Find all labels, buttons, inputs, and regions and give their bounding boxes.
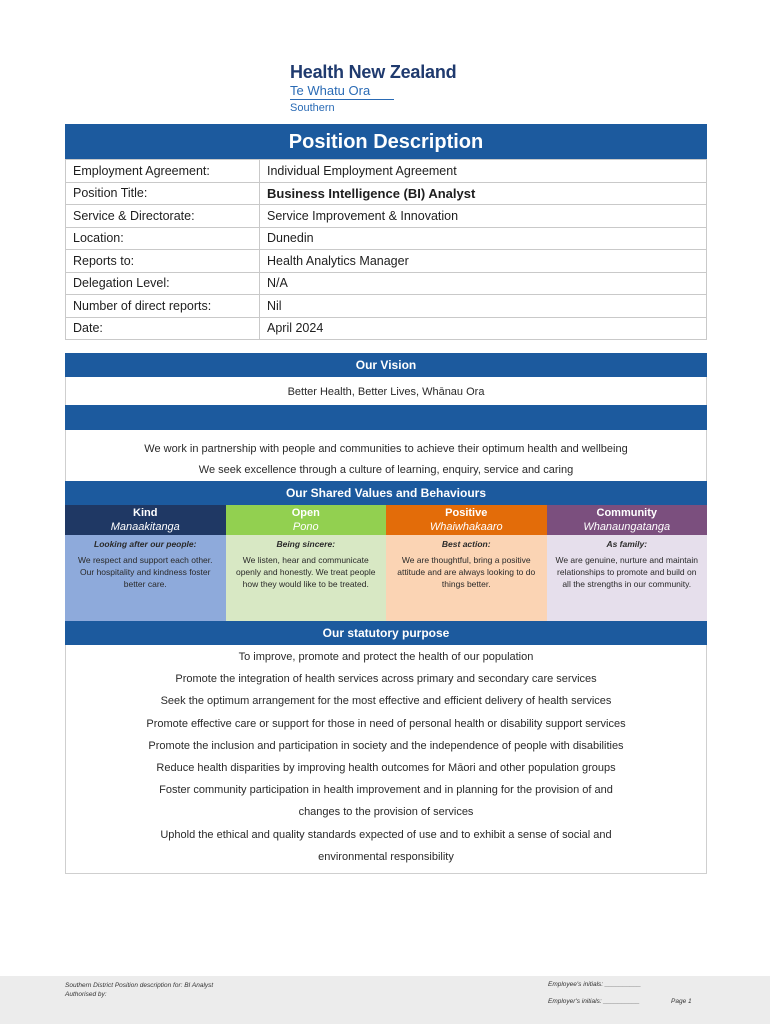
row-value: Individual Employment Agreement — [260, 160, 707, 183]
purpose-line: Promote the inclusion and participation in society and the independence of people with disabilities — [148, 739, 624, 752]
logo-maori-name: Te Whatu Ora — [290, 83, 394, 100]
footer-employer-initials: Employer's initials: __________ — [548, 998, 640, 1005]
purpose-line: Reduce health disparities by improving health outcomes for Māori and other population groups — [156, 762, 616, 775]
purpose-line: Foster community participation in health improvement and in planning for the provision of and — [159, 784, 613, 797]
value-body — [386, 535, 547, 621]
value-community — [547, 505, 708, 621]
logo — [290, 62, 456, 115]
values-heading: Our Shared Values and Behaviours — [65, 481, 707, 505]
table-row — [66, 295, 707, 318]
purpose-line: Promote effective care or support for those in need of personal health or disability support services — [146, 717, 626, 730]
row-label: Service & Directorate: — [66, 205, 260, 228]
purpose-line: changes to the provision of services — [298, 806, 474, 819]
table-row — [66, 227, 707, 250]
mission-box — [65, 430, 707, 482]
purpose-line: environmental responsibility — [318, 850, 454, 863]
table-row — [66, 250, 707, 273]
row-label: Location: — [66, 227, 260, 250]
footer-document-name: Southern District Position description for: BI Analyst — [65, 982, 214, 989]
value-header — [65, 505, 226, 535]
table-row — [66, 317, 707, 340]
value-body — [226, 535, 387, 621]
position-info-table — [65, 159, 707, 340]
row-value: Service Improvement & Innovation — [260, 205, 707, 228]
purpose-line: To improve, promote and protect the health of our population — [238, 651, 534, 663]
row-value: Dunedin — [260, 227, 707, 250]
values-grid — [65, 505, 707, 621]
value-kind — [65, 505, 226, 621]
vision-heading: Our Vision — [65, 353, 707, 377]
page-footer — [0, 976, 770, 1024]
purpose-line: Promote the integration of health services across primary and secondary care services — [175, 673, 597, 686]
row-label: Date: — [66, 317, 260, 340]
value-description: We respect and support each other. Our hospitality and kindness foster better care. — [77, 555, 213, 589]
purpose-line: Uphold the ethical and quality standards expected of use and to exhibit a sense of social and — [160, 828, 612, 841]
value-description: We listen, hear and communicate openly and honestly. We treat people how they would like to be treated. — [235, 555, 376, 589]
position-title-value: Business Intelligence (BI) Analyst — [260, 182, 707, 205]
value-description: We are genuine, nurture and maintain relationships to promote and build on all the strengths in our community. — [555, 555, 699, 589]
value-header — [226, 505, 387, 535]
page-title: Position Description — [65, 124, 707, 159]
footer-authorised: Authorised by: — [65, 991, 107, 998]
value-name: Positive — [445, 507, 488, 519]
value-name: Open — [291, 507, 320, 519]
value-name: Kind — [133, 507, 158, 519]
purpose-line: Seek the optimum arrangement for the most effective and efficient delivery of health services — [160, 695, 612, 708]
row-label: Number of direct reports: — [66, 295, 260, 318]
mission-line: We seek excellence through a culture of learning, enquiry, service and caring — [198, 464, 574, 476]
value-header — [547, 505, 708, 535]
value-body — [65, 535, 226, 621]
value-subheading: Looking after our people: — [94, 539, 197, 549]
table-row — [66, 182, 707, 205]
row-value: N/A — [260, 272, 707, 295]
value-open — [226, 505, 387, 621]
value-maori: Pono — [292, 521, 319, 533]
value-positive — [386, 505, 547, 621]
value-maori: Whaiwhakaaro — [429, 521, 503, 533]
footer-page-number: Page 1 — [671, 998, 692, 1005]
mission-bar — [65, 405, 707, 430]
value-body — [547, 535, 708, 621]
value-subheading: Best action: — [441, 539, 491, 549]
value-maori: Whanaungatanga — [583, 521, 671, 533]
value-maori: Manaakitanga — [110, 521, 180, 533]
table-row — [66, 205, 707, 228]
row-label: Reports to: — [66, 250, 260, 273]
row-label: Position Title: — [66, 182, 260, 205]
logo-region: Southern — [290, 102, 335, 114]
vision-text: Better Health, Better Lives, Whānau Ora — [65, 377, 707, 406]
row-value: April 2024 — [260, 317, 707, 340]
purpose-list — [66, 646, 706, 868]
value-description: We are thoughtful, bring a positive attitude and are always looking to do things better. — [397, 555, 536, 589]
row-label: Employment Agreement: — [66, 160, 260, 183]
value-subheading: Being sincere: — [276, 539, 336, 549]
table-row — [66, 160, 707, 183]
row-value: Nil — [260, 295, 707, 318]
table-row — [66, 272, 707, 295]
mission-line: We work in partnership with people and communities to achieve their optimum health and wellbeing — [144, 443, 628, 455]
purpose-heading: Our statutory purpose — [65, 621, 707, 645]
row-label: Delegation Level: — [66, 272, 260, 295]
footer-employee-initials: Employee's initials: __________ — [548, 981, 642, 988]
row-value: Health Analytics Manager — [260, 250, 707, 273]
value-name: Community — [596, 507, 657, 519]
value-subheading: As family: — [606, 539, 648, 549]
value-header — [386, 505, 547, 535]
logo-title: Health New Zealand — [290, 62, 457, 82]
